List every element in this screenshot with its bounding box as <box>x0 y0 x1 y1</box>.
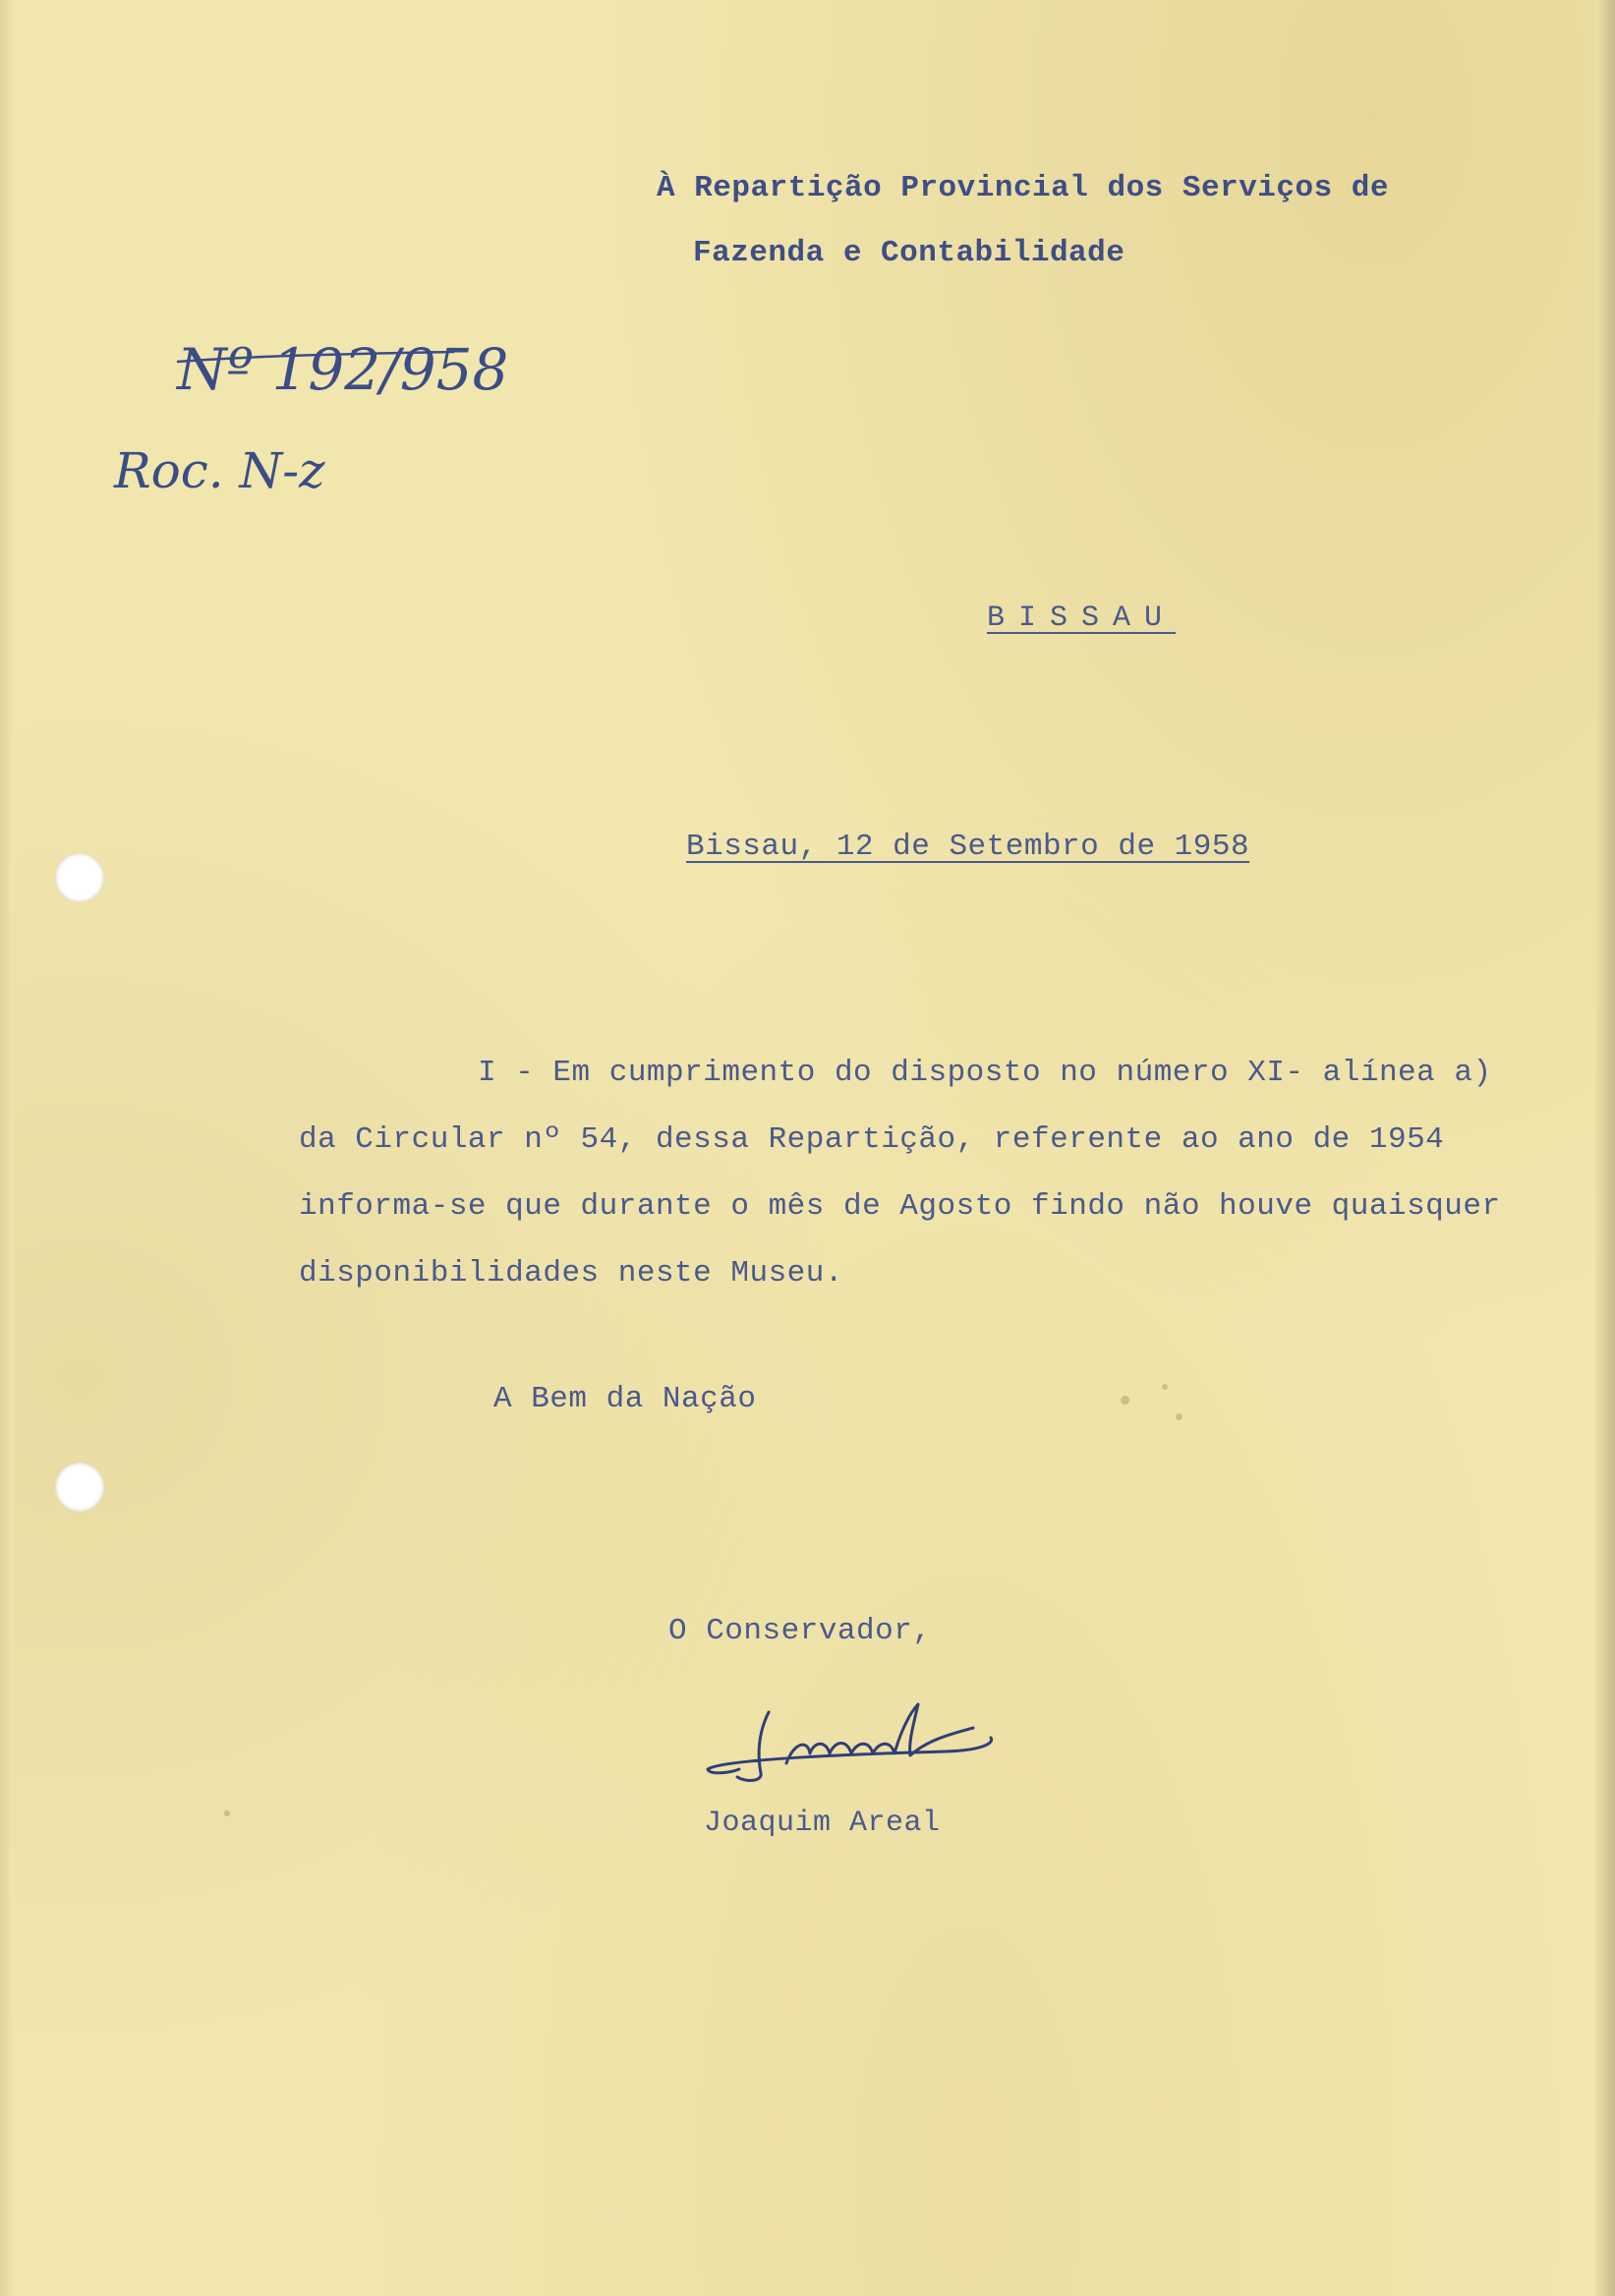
handwritten-reference: Roc. N-z <box>114 442 325 499</box>
date-line: Bissau, 12 de Setembro de 1958 <box>686 830 1250 864</box>
paper-stain <box>1176 1413 1182 1420</box>
paper-stain <box>224 1810 230 1816</box>
signatory-title: O Conservador, <box>668 1614 932 1648</box>
page-left-edge <box>0 0 14 2296</box>
addressee-line-2: Fazenda e Contabilidade <box>693 236 1125 270</box>
paper-stain <box>1162 1384 1168 1390</box>
closing-salutation: A Bem da Nação <box>493 1382 757 1416</box>
body-line-1: I - Em cumprimento do disposto no número XI- alínea a) <box>478 1056 1492 1090</box>
handwritten-signature <box>700 1683 1014 1791</box>
city-heading: BISSAU <box>987 602 1177 635</box>
punch-hole-top <box>55 853 104 902</box>
handwritten-registry-number: Nº 192/958 <box>177 336 509 403</box>
handwritten-underline <box>108 334 462 373</box>
paper-stain <box>1121 1396 1129 1405</box>
signatory-name: Joaquim Areal <box>704 1807 941 1840</box>
page-right-edge <box>1595 0 1615 2296</box>
body-line-4: disponibilidades neste Museu. <box>299 1256 843 1291</box>
addressee-line-1: À Repartição Provincial dos Serviços de <box>657 171 1390 205</box>
body-line-3: informa-se que durante o mês de Agosto findo não houve quaisquer <box>299 1189 1501 1224</box>
punch-hole-bottom <box>55 1463 104 1512</box>
body-line-2: da Circular nº 54, dessa Repartição, referente ao ano de 1954 <box>299 1122 1445 1157</box>
